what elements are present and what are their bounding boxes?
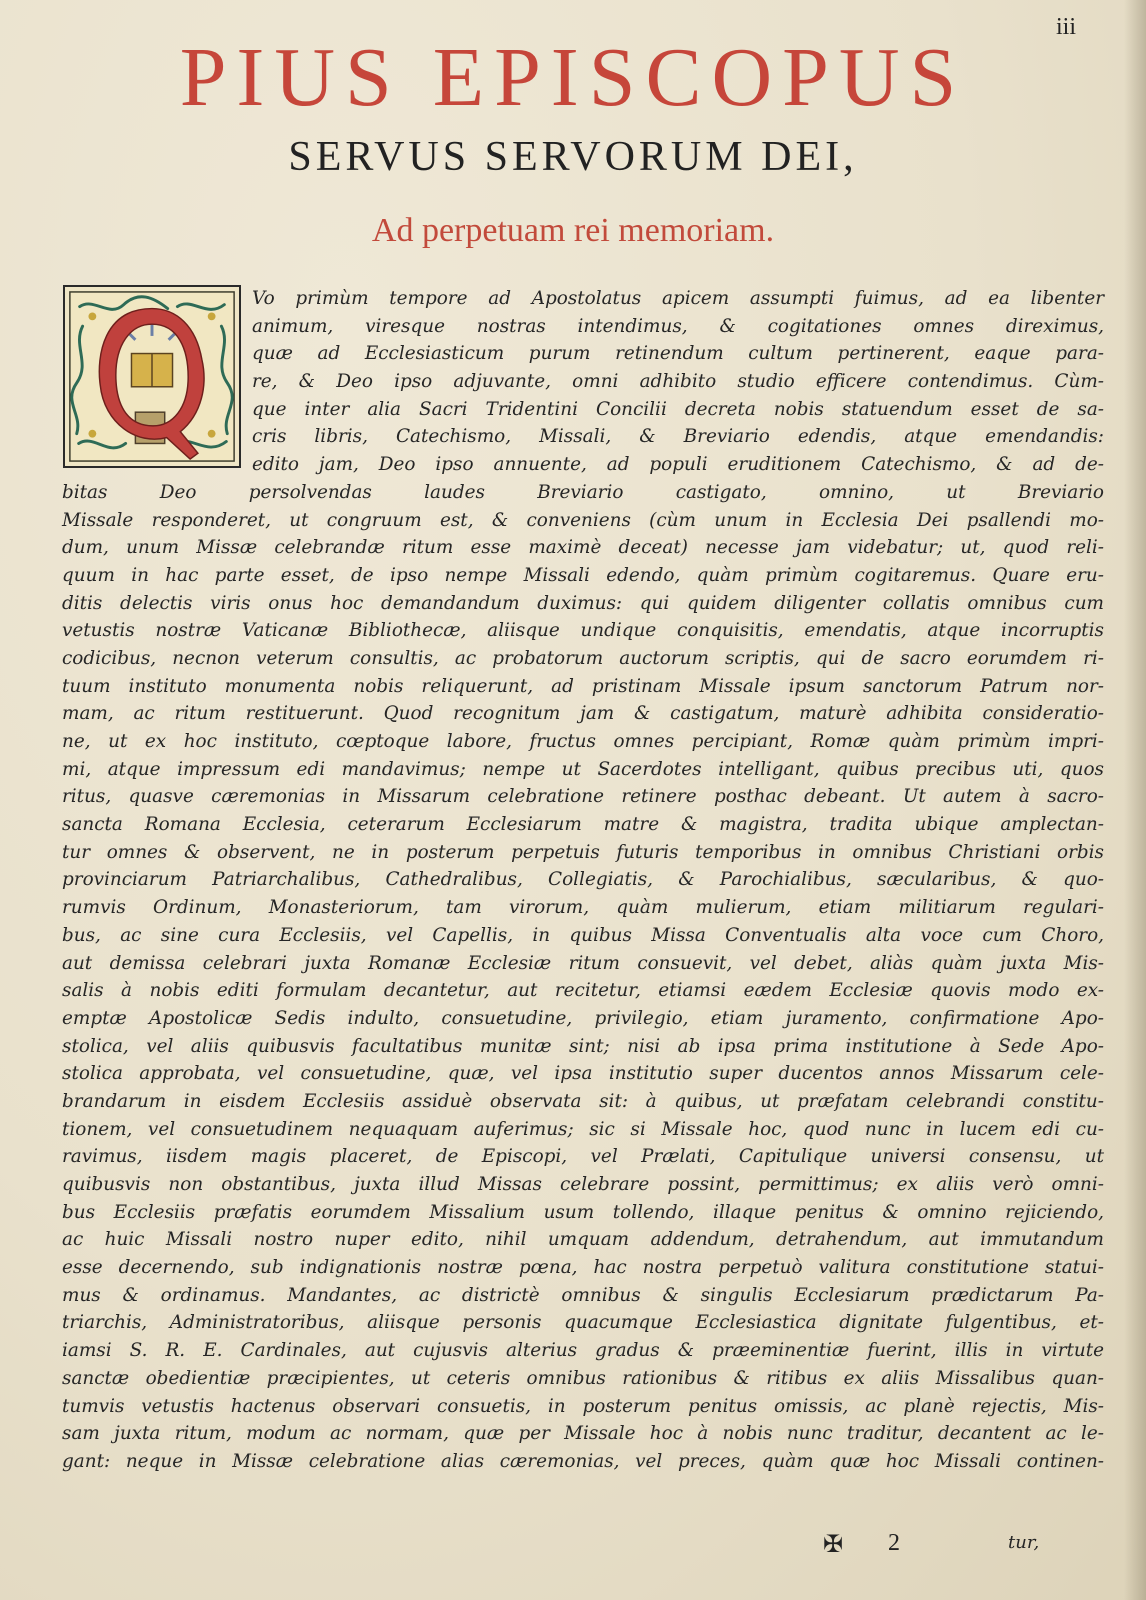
text-line: vetustis nostræ Vaticanæ Bibliothecæ, aliisque undique conquisitis, emendatis, atque incorruptis [62,620,1104,642]
text-line: animum, viresque nostras intendimus, & cogitationes omnes direximus, [252,315,1104,337]
text-line: tuum instituto monumenta nobis reliquerunt, ad pristinam Missale ipsum sanctorum Patrum nor- [62,675,1104,697]
text-line: aut demissa celebrari juxta Romanæ Ecclesiæ ritum consuevit, vel debet, aliàs quàm juxta Mis- [62,952,1104,974]
text-line: bus Ecclesiis præfatis eorumdem Missalium usum tollendo, illaque penitus & omnino rejiciendo, [62,1201,1104,1223]
text-line: bus, ac sine cura Ecclesiis, vel Capellis, in quibus Missa Conventualis alta voce cum Choro, [62,924,1104,946]
text-line: stolica approbata, vel consuetudine, quæ, vel ipsa institutio super ducentos annos Missarum cele- [62,1063,1104,1085]
initial-space [62,285,252,476]
text-line: gant: neque in Missæ celebratione alias cæremonias, vel preces, quàm quæ hoc Missali continen- [62,1450,1104,1472]
text-line: sancta Romana Ecclesia, ceterarum Ecclesiarum matre & magistra, tradita ubique amplectan- [62,814,1104,836]
text-line: re, & Deo ipso adjuvante, omni adhibito studio efficere contendimus. Cùm- [252,371,1104,393]
text-line: tionem, vel consuetudinem nequaquam auferimus; sic si Missale hoc, quod nunc in lucem edi cu- [62,1118,1104,1140]
text-line: sanctæ obedientiæ præcipientes, ut ceteris omnibus rationibus & ritibus ex aliis Missalibus quan- [62,1367,1104,1389]
text-line: cris libris, Catechismo, Missali, & Breviario edendis, atque emendandis: [252,426,1104,448]
text-line: sam juxta ritum, modum ac normam, quæ per Missale hoc à nobis nunc traditur, decantent ac le- [62,1423,1104,1445]
text-line: triarchis, Administratoribus, aliisque personis quacumque Ecclesiastica dignitate fulgentibus, et- [62,1312,1104,1334]
text-line: Missale responderet, ut congruum est, & conveniens (cùm unum in Ecclesia Dei psallendi mo- [62,509,1104,531]
text-line: Vo primùm tempore ad Apostolatus apicem assumpti fuimus, ad ea libenter [252,288,1104,309]
text-line: rumvis Ordinum, Monasteriorum, tam virorum, quàm mulierum, etiam militiarum regulari- [62,897,1104,919]
text-line: emptæ Apostolicæ Sedis indulto, consuetudine, privilegio, etiam juramento, confirmatione Apo- [62,1007,1104,1029]
text-line: ne, ut ex hoc instituto, cœptoque labore, fructus omnes percipiant, Romæ quàm primùm impri- [62,731,1104,752]
salutation: Ad perpetuam rei memoriam. [371,212,775,249]
signature-mark: 2 [888,1530,900,1556]
text-line: mus & ordinamus. Mandantes, ac districtè omnibus & singulis Ecclesiarum prædictarum Pa- [62,1284,1104,1306]
text-line: que inter alia Sacri Tridentini Concilii decreta nobis statuendum esset de sa- [252,398,1104,420]
text-line: ac huic Missali nostro nuper edito, nihil umquam addendum, detrahendum, aut immutandum [62,1229,1104,1251]
text-line: codicibus, necnon veterum consultis, ac probatorum auctorum scriptis, qui de sacro eorumdem ri- [62,647,1104,669]
text-line: brandarum in eisdem Ecclesiis assiduè observata sit: à quibus, ut præfatam celebrandi constitu- [62,1090,1104,1112]
text-line: edito jam, Deo ipso annuente, ad populi eruditionem Catechismo, & ad de- [252,454,1104,476]
bull-subtitle: SERVUS SERVORUM DEI, [288,134,858,180]
text-line: salis à nobis editi formulam decantetur, aut recitetur, etiamsi eædem Ecclesiæ quovis modo ex- [62,980,1104,1002]
text-line: provinciarum Patriarchalibus, Cathedralibus, Collegiatis, & Parochialibus, sæcularibus, & quo- [62,869,1104,891]
text-line: dum, unum Missæ celebrandæ ritum esse maximè deceat) necesse jam videbatur; ut, quod reli- [62,537,1104,559]
text-line: esse decernendo, sub indignationis nostræ pœna, hac nostra perpetuò valitura constitutione statui- [62,1257,1104,1279]
text-line: iamsi S. R. E. Cardinales, aut cujusvis alterius gradus & præeminentiæ fuerint, illis in virtute [62,1340,1104,1362]
text-line: quum in hac parte esset, de ipso nempe Missali edendo, quàm primùm cogitaremus. Quare eru- [62,564,1104,586]
bull-title: PIUS EPISCOPUS [179,31,967,124]
text-line: quibusvis non obstantibus, juxta illud Missas celebrare possint, permittimus; ex aliis verò omni- [62,1174,1104,1195]
bull-text [62,285,1104,1530]
text-line: tumvis vetustis hactenus observari consuetis, in posterum penitus omissis, ac planè rejectis, Mis- [62,1395,1104,1417]
text-line: bitas Deo persolvendas laudes Breviario castigato, omnino, ut Breviario [62,481,1104,503]
text-line: ritus, quasve cæremonias in Missarum celebratione retinere posthac debeant. Ut autem à sacro- [62,786,1104,808]
text-line: mam, ac ritum restituerunt. Quod recognitum jam & castigatum, maturè adhibita consideratio- [62,703,1104,725]
cross-ornament: ✠ [823,1530,844,1558]
text-line: quæ ad Ecclesiasticum purum retinendum cultum pertinerent, eaque para- [252,343,1104,365]
text-line: mi, atque impressum edi mandavimus; nempe ut Sacerdotes intelligant, quibus precibus uti, quos [62,758,1104,780]
text-line: ravimus, iisdem magis placeret, de Episcopi, vel Prælati, Capitulique universi consensu, ut [62,1146,1104,1168]
text-line: stolica, vel aliis quibusvis facultatibus munitæ sint; nisi ab ipsa prima institutione à Sede Apo- [62,1035,1104,1057]
page-number: iii [1055,14,1076,40]
text-line: ditis delectis viris onus hoc demandandum duximus: qui quidem diligenter collatis omnibus cum [62,592,1104,614]
text-line: tur omnes & observent, ne in posterum perpetuis futuris temporibus in omnibus Christiani orbis [62,841,1104,863]
catchword: tur, [1008,1532,1040,1553]
